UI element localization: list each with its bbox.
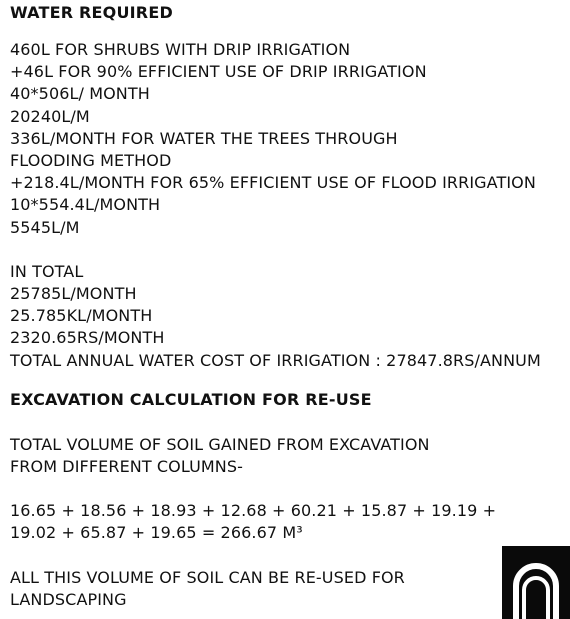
total-line: 25.785KL/MONTH — [10, 306, 153, 326]
water-line: FLOODING METHOD — [10, 151, 172, 171]
excavation-intro-block — [10, 434, 566, 478]
water-line: +218.4L/MONTH FOR 65% EFFICIENT USE OF FLOOD IRRIGATION — [10, 173, 536, 193]
water-line: 5545L/M — [10, 217, 80, 237]
excavation-conclusion-line: LANDSCAPING — [10, 589, 127, 609]
excavation-heading: EXCAVATION CALCULATION FOR RE-USE — [10, 389, 372, 409]
excavation-sum-line: 16.65 + 18.56 + 18.93 + 12.68 + 60.21 + 15.87 + 19.19 + — [10, 501, 497, 521]
excavation-conclusion-block — [10, 567, 566, 611]
excavation-conclusion-line: ALL THIS VOLUME OF SOIL CAN BE RE-USED FOR — [10, 567, 405, 587]
annual-cost-line: TOTAL ANNUAL WATER COST OF IRRIGATION : 27847.8RS/ANNUM — [10, 350, 541, 370]
water-line: 20240L/M — [10, 106, 90, 126]
total-line: 25785L/MONTH — [10, 284, 137, 304]
water-line: 40*506L/ MONTH — [10, 84, 150, 104]
water-line: 460L FOR SHRUBS WITH DRIP IRRIGATION — [10, 40, 351, 59]
water-line: 10*554.4L/MONTH — [10, 195, 161, 215]
total-line: IN TOTAL — [10, 261, 84, 281]
water-required-heading: WATER REQUIRED — [10, 3, 173, 22]
excavation-sum-line: 19.02 + 65.87 + 19.65 = 266.67 M³ — [10, 523, 303, 543]
water-total-block — [10, 261, 566, 372]
document — [10, 0, 566, 611]
water-line: 336L/MONTH FOR WATER THE TREES THROUGH — [10, 128, 398, 148]
arch-logo-icon — [502, 546, 570, 619]
excavation-intro-line: TOTAL VOLUME OF SOIL GAINED FROM EXCAVATION — [10, 434, 430, 454]
excavation-sum-block — [10, 500, 566, 544]
water-calculation-block — [10, 39, 566, 239]
excavation-intro-line: FROM DIFFERENT COLUMNS- — [10, 457, 244, 477]
water-line: +46L FOR 90% EFFICIENT USE OF DRIP IRRIGATION — [10, 62, 427, 82]
total-line: 2320.65RS/MONTH — [10, 328, 165, 348]
